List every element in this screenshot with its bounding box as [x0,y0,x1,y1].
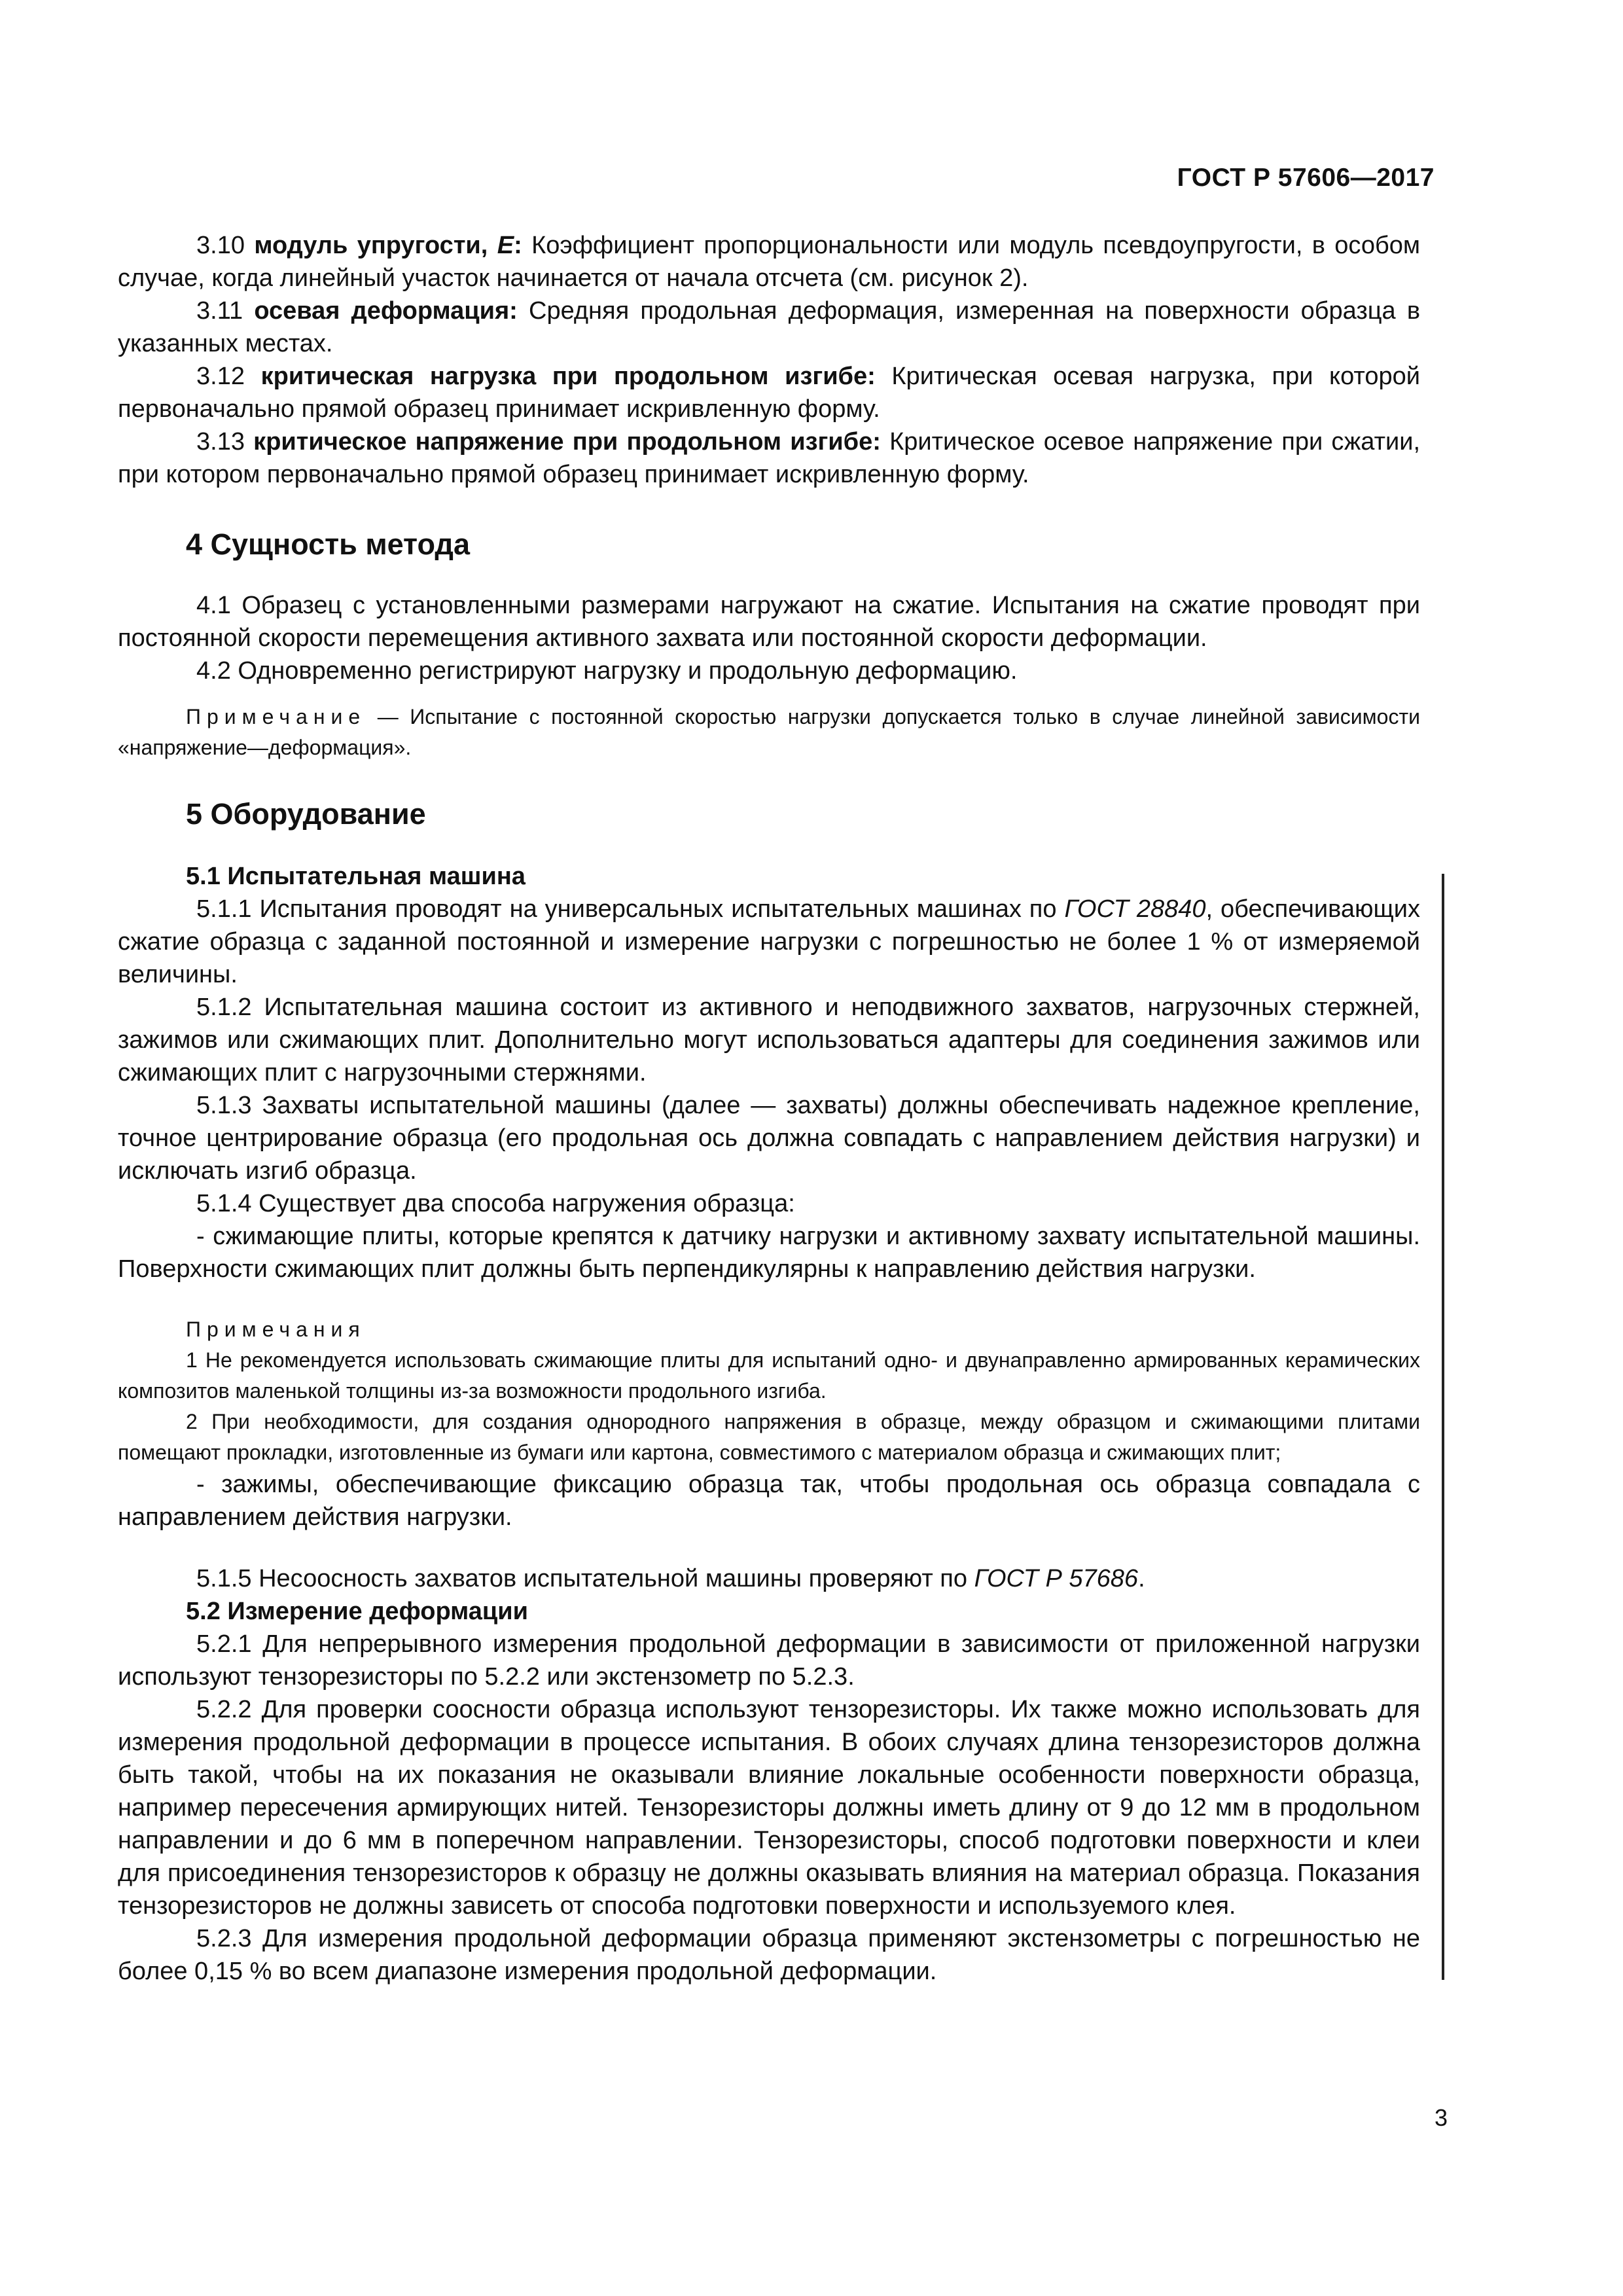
definition-3-11: 3.11 осевая деформация: Средняя продольная деформация, измеренная на поверхности образца в указанных местах. [118,297,1421,357]
clause-5-1-2: 5.1.2 Испытательная машина состоит из активного и неподвижного захватов, нагрузочных стержней, зажимов или сжимающих плит. Дополнительно могут использоваться адаптеры для соединения зажимов или сжимающих плит с нагрузочными стержнями. [118,994,1420,1086]
definition-3-12: 3.12 критическая нагрузка при продольном изгибе: Критическая осевая нагрузка, при которой первоначально прямой образец принимает искривленную форму. [118,363,1420,423]
note-2: 2 При необходимости, для создания однородного напряжения в образце, между образцом и сжимающими плитами помещают прокладки, изготовленные из бумаги или картона, совместимого с материалом образца и сжимающих плит; [118,1410,1420,1464]
note-1: 1 Не рекомендуется использовать сжимающие плиты для испытаний одно- и двунаправленно армированных керамических композитов маленькой толщины из-за возможности продольного изгиба. [118,1348,1420,1403]
subsection-5-1-heading: 5.1 Испытательная машина [186,863,526,890]
note-label: Примечание [186,705,366,728]
list-item-clamps: - зажимы, обеспечивающие фиксацию образца так, чтобы продольная ось образца совпадала с направлением действия нагрузки. [118,1471,1420,1531]
clause-4-1: 4.1 Образец с установленными размерами нагружают на сжатие. Испытания на сжатие проводят при постоянной скорости перемещения активного захвата или постоянной скорости деформации. [118,592,1420,652]
definition-3-10: 3.10 модуль упругости, E: Коэффициент пропорциональности или модуль псевдоупругости, в особом случае, когда линейный участок начинается от начала отсчета (см. рисунок 2). [118,232,1420,292]
list-item-compression-plates: - сжимающие плиты, которые крепятся к датчику нагрузки и активному захвату испытательной машины. Поверхности сжимающих плит должны быть перпендикулярны к направлению действия нагрузки. [118,1223,1420,1283]
term: модуль упругости, [254,232,497,259]
term: осевая деформация: [254,297,518,325]
clause-5-2-1: 5.2.1 Для непрерывного измерения продольной деформации в зависимости от приложенной нагрузки используют тензорезисторы по 5.2.2 или экстензометр по 5.2.3. [118,1630,1420,1691]
clause-4-2: 4.2 Одновременно регистрируют нагрузку и продольную деформацию. [196,657,1018,685]
definition-text: Критическая осевая нагрузка, при которой первоначально прямой образец принимает искривленную форму. [118,363,1420,423]
clause-5-1-5: 5.1.5 Несоосность захватов испытательной машины проверяют по ГОСТ Р 57686. [196,1565,1145,1592]
definition-3-13: 3.13 критическое напряжение при продольном изгибе: Критическое осевое напряжение при сжатии, при котором первоначально прямой образец принимает искривленную форму. [118,428,1420,488]
section-5-heading: 5 Оборудование [186,797,426,831]
clause-5-2-2: 5.2.2 Для проверки соосности образца используют тензорезисторы. Их также можно использовать для измерения продольной деформации в процессе испытания. В обоих случаях длина тензорезисторов должна быть такой, чтобы на их показания не оказывали влияние локальные особенности поверхности образца, например пересечения армирующих нитей. Тензорезисторы должны иметь длину от 9 до 12 мм в продольном направлении и до 6 мм в поперечном направлении. Тензорезисторы, способ подготовки поверхности и клеи для присоединения тензорезисторов к образцу не должны оказывать влияния на материал образца. Показания тензорезисторов не должны зависеть от способа подготовки поверхности и используемого клея. [118,1696,1420,1920]
term: критическая нагрузка при продольном изгибе: [260,363,876,390]
page-number: 3 [1434,2104,1448,2131]
standard-reference: ГОСТ 28840 [1064,895,1206,923]
document-header: ГОСТ Р 57606—2017 [1177,164,1435,192]
definition-text: Коэффициент пропорциональности или модуль псевдоупругости, в особом случае, когда линейный участок начинается от начала отсчета (см. рисунок 2). [118,232,1420,292]
standard-reference: ГОСТ Р 57686 [974,1565,1139,1592]
clause-5-2-3: 5.2.3 Для измерения продольной деформации образца применяют экстензометры с погрешностью не более 0,15 % во всем диапазоне измерения продольной деформации. [118,1925,1420,1985]
subsection-5-2-heading: 5.2 Измерение деформации [186,1598,528,1625]
note-text: — Испытание с постоянной скоростью нагрузки допускается только в случае линейной зависимости «напряжение—деформация». [118,705,1420,759]
clause-5-1-3: 5.1.3 Захваты испытательной машины (далее — захваты) должны обеспечивать надежное крепление, точное центрирование образца (его продольная ось должна совпадать с направлением действия нагрузки) и исключать изгиб образца. [118,1092,1420,1185]
term-symbol: E [497,232,514,259]
revision-bar [1442,874,1444,1980]
definition-text: Средняя продольная деформация, измеренная на поверхности образца в указанных местах. [118,297,1421,357]
section-4-heading: 4 Сущность метода [186,528,470,561]
clause-5-1-1: 5.1.1 Испытания проводят на универсальных испытательных машинах по ГОСТ 28840, обеспечивающих сжатие образца с заданной постоянной и измерение нагрузки с погрешностью не более 1 % от измеряемой величины. [118,895,1420,988]
note-4 [118,702,1420,763]
page-content [118,229,1420,1988]
term: критическое напряжение при продольном изгибе: [253,428,881,456]
definition-text: Критическое осевое напряжение при сжатии, при котором первоначально прямой образец принимает искривленную форму. [118,428,1420,488]
notes-title: Примечания [186,1318,366,1341]
clause-5-1-4: 5.1.4 Существует два способа нагружения образца: [196,1190,795,1217]
